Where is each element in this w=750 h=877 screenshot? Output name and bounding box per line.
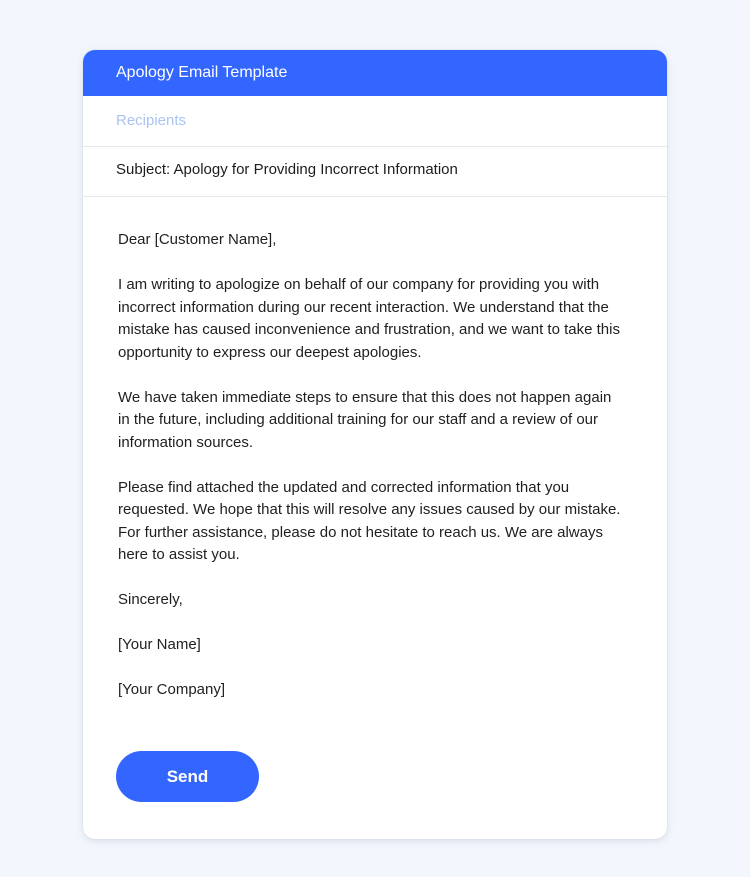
recipients-field[interactable] (83, 96, 667, 147)
card-title: Apology Email Template (116, 64, 288, 81)
body-paragraph: I am writing to apologize on behalf of our company for providing you with incorrect information during our recent interaction. We understand that the mistake has caused inconvenience and frustration, and we want to take this opportunity to express our deepest apologies. (118, 276, 620, 361)
body-paragraph: We have taken immediate steps to ensure that this does not happen again in the future, including additional training for our staff and a review of our information sources. (118, 388, 612, 451)
subject-text: Subject: Apology for Providing Incorrect Information (116, 161, 458, 178)
closing: Sincerely, (118, 591, 183, 608)
send-button[interactable]: Send (116, 751, 259, 802)
card-header (83, 50, 667, 96)
email-body[interactable] (83, 197, 667, 702)
recipients-placeholder: Recipients (116, 112, 187, 129)
sender-company: [Your Company] (118, 681, 226, 698)
body-paragraph: Please find attached the updated and corrected information that you requested. We hope that this will resolve any issues caused by our mistake. For further assistance, please do not hesitate to reach us. We are always here to assist you. (118, 478, 621, 563)
greeting: Dear [Customer Name], (118, 231, 277, 248)
subject-field[interactable] (83, 147, 667, 197)
email-template-card (83, 50, 667, 839)
sender-name: [Your Name] (118, 636, 201, 653)
